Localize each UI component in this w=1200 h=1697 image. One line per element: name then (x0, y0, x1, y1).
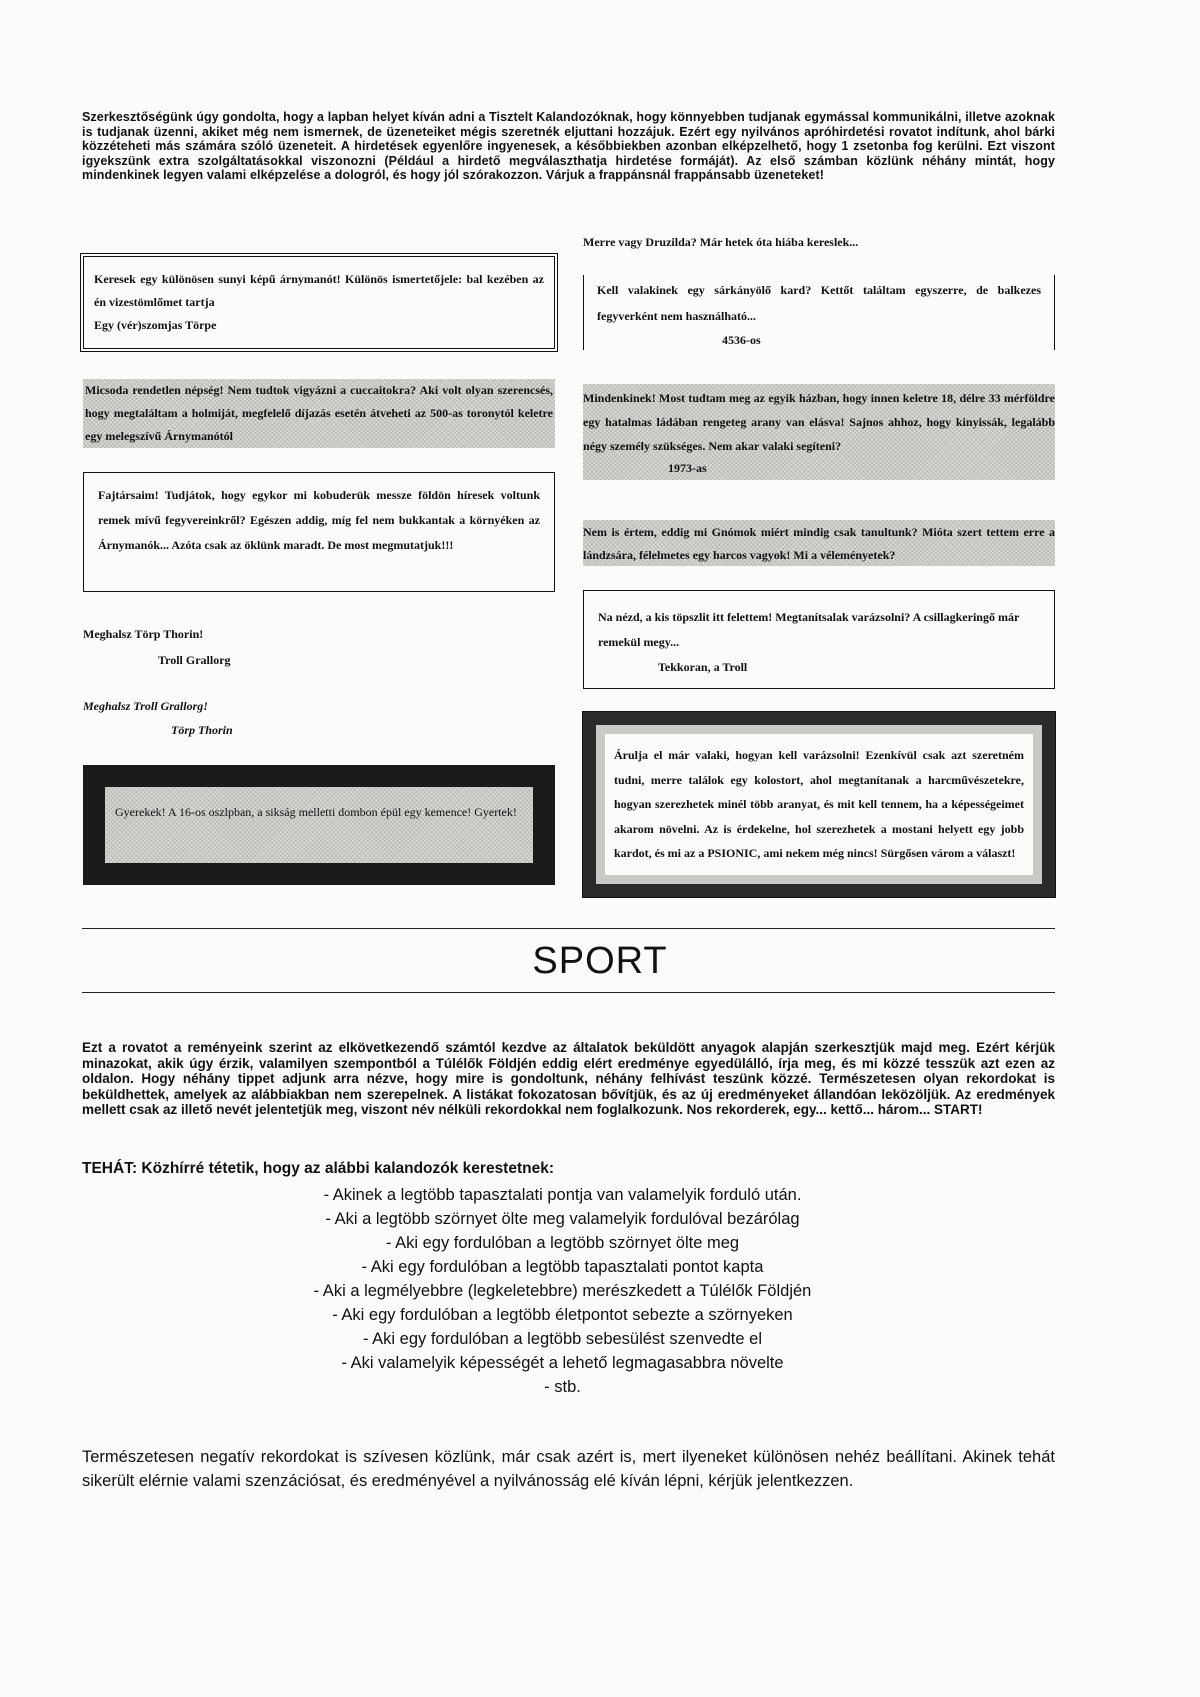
ad-mindenkinek-signature: 1973-as (668, 461, 707, 475)
sport-tehat: TEHÁT: Közhírré tétetik, hogy az alábbi kalandozók kerestetnek: (82, 1160, 555, 1177)
sport-paragraph: Ezt a rovatot a reményeink szerint az elkövetkezendő számtól kezdve az általatok beküldött anyagok alapján szerkesztjük majd meg. Ezért kérjük minazokat, akik úgy érzik, valamilyen szempontból a Túlélők Földjén eddig elért eredménye egyedülálló, írja meg, és mi közzé tesszük azt ezen az oldalon. Hogy néhány tippet adjunk arra nézve, hogy mire is gondoltunk, néhány felhívást teszünk közzé. Természetesen olyan rekordokat is beküldhettek, amelyek az alábbiakban nem szerepelnek. A listákat fokozatosan bővítjük, és az új eredményeket állandóan leközöljük. Az eredmények mellett csak az illető nevét jelentetjük meg, viszont név nélküli rekordokkal nem foglalkozunk. Nos rekorderek, egy... kettő... három... START! (82, 1040, 1055, 1117)
sport-final-paragraph: Természetesen negatív rekordokat is szívesen közlünk, már csak azért is, mert ilyeneket különösen nehéz beállítani. Akinek tehát sikerült elérnie valami szenzációsat, és eredményével a nyilvánosság elé kíván lépni, kérjük jelentkezzen. (82, 1448, 1055, 1490)
ad-meghalsz-1-line1: Meghalsz Törp Thorin! (83, 627, 204, 641)
ad-keresek-text: Keresek egy különösen sunyi képű árnymanót! Különös ismertetőjele: bal kezében az én vizestömlőmet tartja (94, 272, 544, 309)
ad-druzilda-text: Merre vagy Druzilda? Már hetek óta hiába kereslek... (583, 235, 859, 249)
ad-arulja (583, 712, 1055, 897)
ad-sarkanyolo-text: Kell valakinek egy sárkányölő kard? Kettőt találtam egyszerre, de balkezes fegyverként nem használható... (597, 283, 1041, 323)
list-item: - Aki egy fordulóban a legtöbb tapasztalati pontot kapta (361, 1258, 764, 1276)
list-item: - Aki a legtöbb szörnyet ölte meg valamelyik fordulóval bezárólag (325, 1210, 800, 1228)
ad-keresek (83, 256, 555, 349)
ad-meghalsz-2-line1: Meghalsz Troll Grallorg! (83, 699, 208, 713)
ad-tekkoran-text: Na nézd, a kis töpszlit itt felettem! Megtanítsalak varázsolni? A csillagkeringő már remekül megy... (598, 610, 1020, 649)
ad-tekkoran (583, 590, 1055, 689)
sport-record-list (0, 1183, 1125, 1399)
ad-meghalsz-2-line2: Törp Thorin (171, 723, 233, 737)
list-item: - Akinek a legtöbb tapasztalati pontja van valamelyik forduló után. (323, 1186, 802, 1204)
ad-gyerekek (83, 765, 555, 885)
list-item: - Aki a legmélyebbre (legkeletebbre) merészkedett a Túlélők Földjén (313, 1282, 812, 1300)
ad-mindenkinek-text: Mindenkinek! Most tudtam meg az egyik házban, hogy innen keletre 18, délre 33 mérföldre egy hatalmas ládában rengeteg arany van elásva! Sajnos ahhoz, hogy kinyissák, legalább négy személy szükséges. Nem akar valaki segíteni? (583, 391, 1055, 453)
ad-sarkanyolo (583, 275, 1055, 350)
ad-gnomok-text: Nem is értem, eddig mi Gnómok miért mindig csak tanultunk? Mióta szert tettem erre a lándzsára, félelmetes egy harcos vagyok! Mi a véleményetek? (583, 525, 1055, 562)
list-item: - Aki egy fordulóban a legtöbb sebesülést szenvedte el (362, 1330, 762, 1348)
sport-rule-top (82, 928, 1055, 929)
list-item: - Aki valamelyik képességét a lehető legmagasabbra növelte (341, 1354, 784, 1372)
ad-fajtarsaim (83, 472, 555, 592)
ad-keresek-signature: Egy (vér)szomjas Törpe (94, 318, 217, 332)
ad-fajtarsaim-text: Fajtársaim! Tudjátok, hogy egykor mi kobuderük messze földön híresek voltunk remek mívű fegyvereinkről? Egészen addig, míg fel nem bukkantak a környéken az Árnymanók... Azóta csak az öklünk maradt. De most megmutatjuk!!! (98, 488, 540, 552)
list-item: - Aki egy fordulóban a legtöbb szörnyet ölte meg (385, 1234, 740, 1252)
sport-rule-bottom (82, 992, 1055, 993)
ad-druzilda (583, 233, 1003, 251)
list-item: - stb. (544, 1378, 581, 1396)
list-item: - Aki egy fordulóban a legtöbb életpontot sebezte a szörnyeken (332, 1306, 793, 1324)
ad-sarkanyolo-signature: 4536-os (722, 333, 761, 347)
intro-paragraph: Szerkesztőségünk úgy gondolta, hogy a lapban helyet kíván adni a Tisztelt Kalandozóknak, hogy könnyebben tudjanak egymással kommunikálni, illetve azoknak is tudjanak üzenni, akiket még nem ismernek, de üzeneteiket mégis szeretnék eljuttani hozzájuk. Ezért egy nyilvános apróhirdetési rovatot indítunk, ahol bárki közzéteheti más számára szóló üzeneteit. A hirdetések egyenlőre ingyenesek, a későbbiekben azonban elképzelhető, hogy 1 zsetonba fog kerülni. Ezt viszont igyekszünk extra szolgáltatásokkal viszonozni (Például a hirdető megválaszthatja hirdetése formáját). Az első számban közlünk néhány mintát, hogy mindenkinek legyen valami elképzelése a dologról, és hogy jól szórakozzon. Várjuk a frappánsnál frappánsabb üzeneteket! (82, 110, 1055, 182)
ad-tekkoran-signature: Tekkoran, a Troll (658, 660, 748, 674)
ad-arulja-inner (605, 734, 1033, 875)
ad-gnomok (583, 520, 1055, 566)
ad-meghalsz-1-line2: Troll Grallorg (158, 653, 231, 667)
ad-micsoda (83, 379, 555, 448)
ad-gyerekek-text: Gyerekek! A 16-os oszlpban, a sikság melletti dombon épül egy kemence! Gyertek! (115, 805, 517, 819)
ad-gyerekek-inner (105, 787, 533, 863)
ad-mindenkinek (583, 384, 1055, 480)
sport-heading: SPORT (532, 940, 668, 982)
ad-arulja-text: Árulja el már valaki, hogyan kell varázsolni! Ezenkívül csak azt szeretném tudni, merre találok egy kolostort, ahol megtanítanak a harcművészetekre, hogyan szerezhetek minél több aranyat, és mit kell tennem, ha a képességeimet akarom növelni. Az is érdekelne, hol szerezhetek a mostani helyett egy jobb kardot, és mi az a PSIONIC, ami nekem még nincs! Sürgősen várom a választ! (614, 748, 1024, 860)
ad-micsoda-text: Micsoda rendetlen népség! Nem tudtok vigyázni a cuccaitokra? Aki volt olyan szerencsés, hogy megtaláltam a holmiját, megfelelő díjazás esetén átveheti az 500-as toronytól keletre egy melegszívű Árnymanótól (85, 383, 553, 443)
ad-meghalsz-1 (83, 621, 383, 673)
ad-meghalsz-2 (83, 694, 383, 742)
